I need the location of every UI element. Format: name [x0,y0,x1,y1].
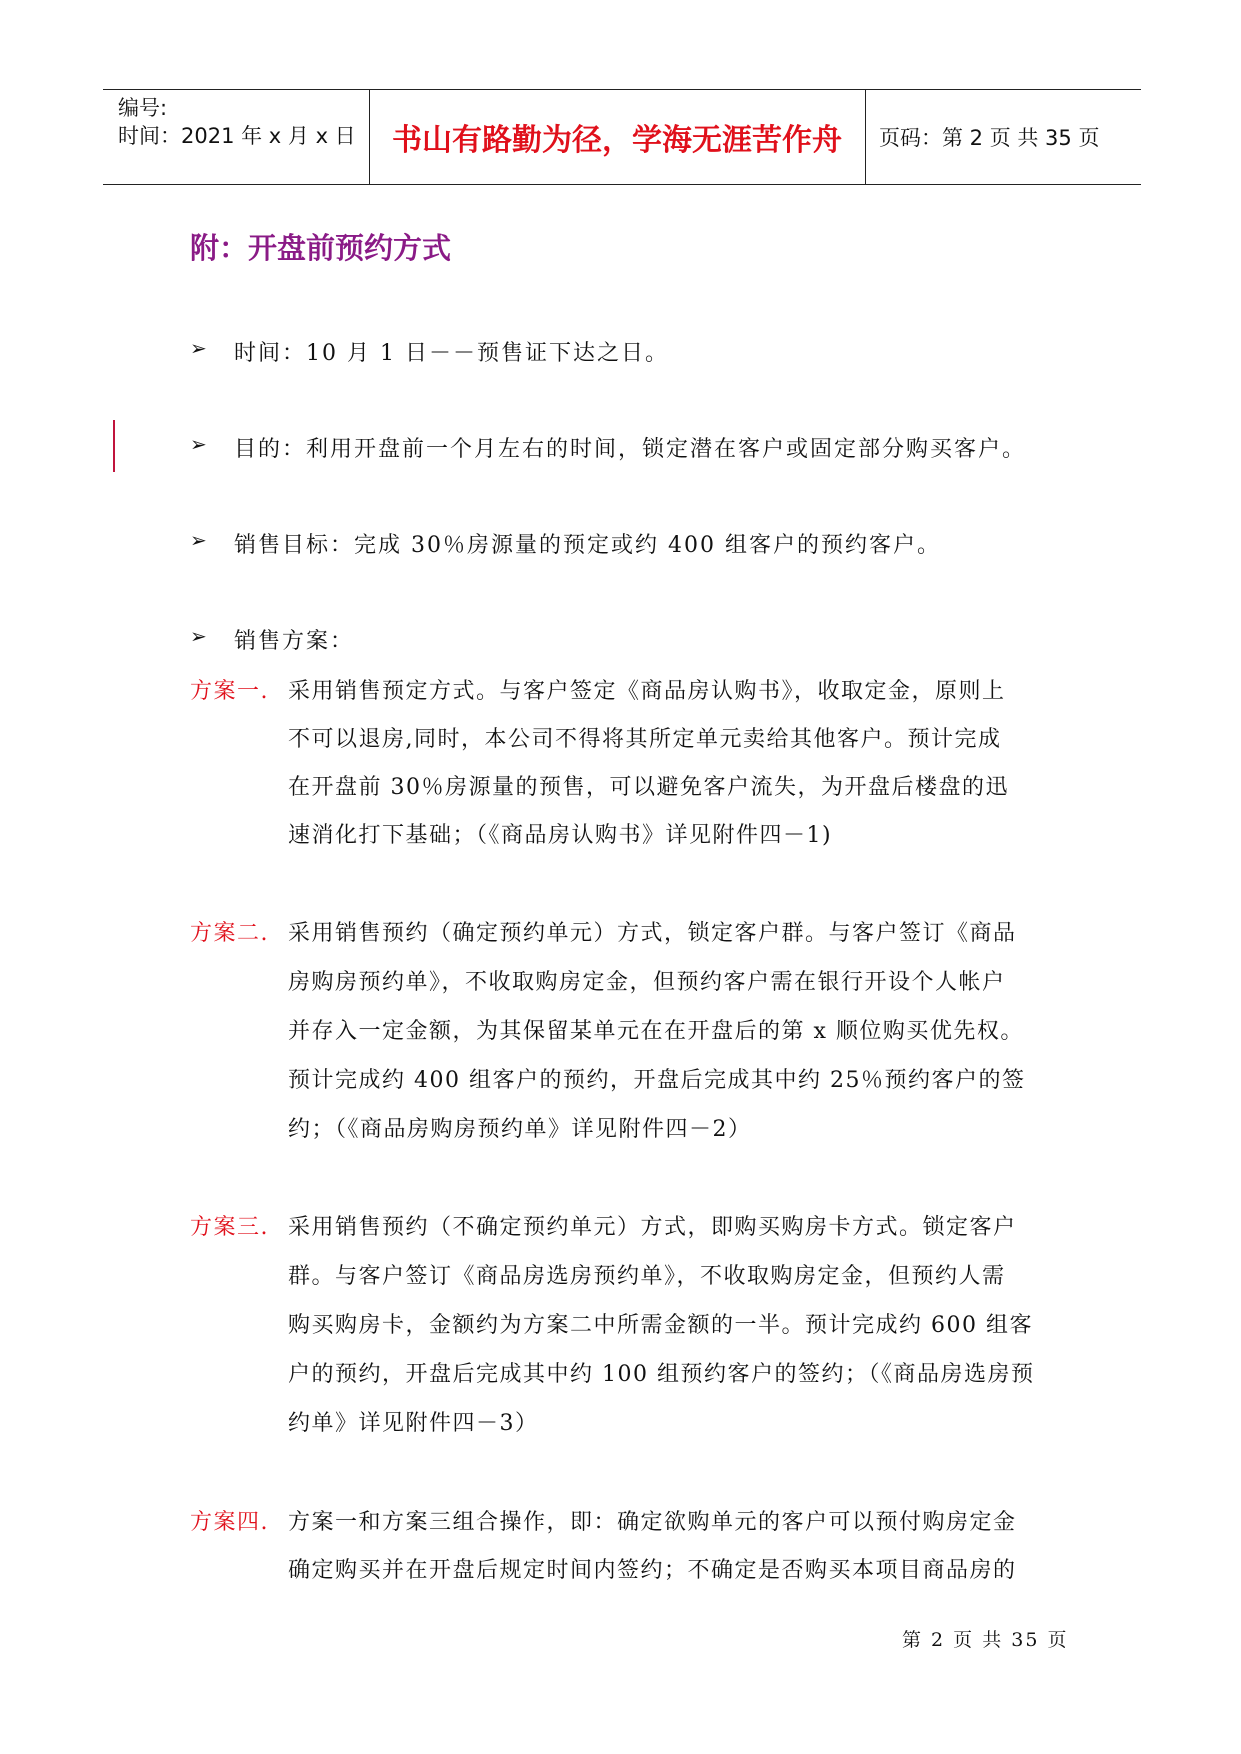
plan-line: 方案一和方案三组合操作，即：确定欲购单元的客户可以预付购房定金 [288,1510,1017,1535]
section-title: 附：开盘前预约方式 [190,231,452,265]
bullet-text: 时间：10 月 1 日－－预售证下达之日。 [234,341,669,366]
arrow-bullet-icon: ➢ [190,624,207,648]
plan-line: 户的预约，开盘后完成其中约 100 组预约客户的签约；（《商品房选房预 [288,1362,1035,1387]
header-info-cell [103,90,370,184]
arrow-bullet-icon: ➢ [190,528,207,552]
arrow-bullet-icon: ➢ [190,432,207,456]
plan-line: 约单》详见附件四－3） [288,1411,539,1436]
plan-line: 采用销售预约（确定预约单元）方式，锁定客户群。与客户签订《商品 [288,921,1017,946]
page-footer: 第 2 页 共 35 页 [902,1629,1069,1651]
revision-mark [113,420,115,472]
plan-label: 方案三. [190,1215,269,1240]
plan-line: 确定购买并在开盘后规定时间内签约；不确定是否购买本项目商品房的 [288,1558,1017,1583]
document-time-label: 时间：2021 年 x 月 x 日 [118,124,356,148]
header-motto-cell [369,90,866,184]
page-header [103,89,1141,185]
document-number-label: 编号: [118,96,168,120]
plan-line: 在开盘前 30％房源量的预售，可以避免客户流失，为开盘后楼盘的迅 [288,775,1009,800]
bullet-text: 销售目标：完成 30％房源量的预定或约 400 组客户的预约客户。 [234,533,941,558]
plan-line: 房购房预约单》，不收取购房定金，但预约客户需在银行开设个人帐户 [288,970,1006,995]
plan-line: 并存入一定金额，为其保留某单元在在开盘后的第 x 顺位购买优先权。 [288,1019,1024,1044]
plan-label: 方案四. [190,1510,269,1535]
plan-line: 群。与客户签订《商品房选房预约单》，不收取购房定金，但预约人需 [288,1264,1006,1289]
plan-label: 方案一. [190,679,269,704]
bullet-text: 销售方案： [234,629,355,654]
plan-line: 不可以退房,同时，本公司不得将其所定单元卖给其他客户。预计完成 [288,727,1002,752]
bullet-text: 目的：利用开盘前一个月左右的时间，锁定潜在客户或固定部分购买客户。 [234,437,1027,462]
plan-label: 方案二. [190,921,269,946]
plan-line: 约；（《商品房购房预约单》详见附件四－2） [288,1117,752,1142]
plan-line: 购买购房卡，金额约为方案二中所需金额的一半。预计完成约 600 组客 [288,1313,1033,1338]
plan-line: 预计完成约 400 组客户的预约，开盘后完成其中约 25％预约客户的签 [288,1068,1026,1093]
plan-line: 采用销售预定方式。与客户签定《商品房认购书》，收取定金，原则上 [288,679,1006,704]
header-page-code: 页码：第 2 页 共 35 页 [879,126,1100,150]
plan-line: 采用销售预约（不确定预约单元）方式，即购买购房卡方式。锁定客户 [288,1215,1017,1240]
plan-line: 速消化打下基础；（《商品房认购书》详见附件四－1) [288,823,833,848]
header-motto: 书山有路勤为径，学海无涯苦作舟 [392,123,842,158]
arrow-bullet-icon: ➢ [190,336,207,360]
